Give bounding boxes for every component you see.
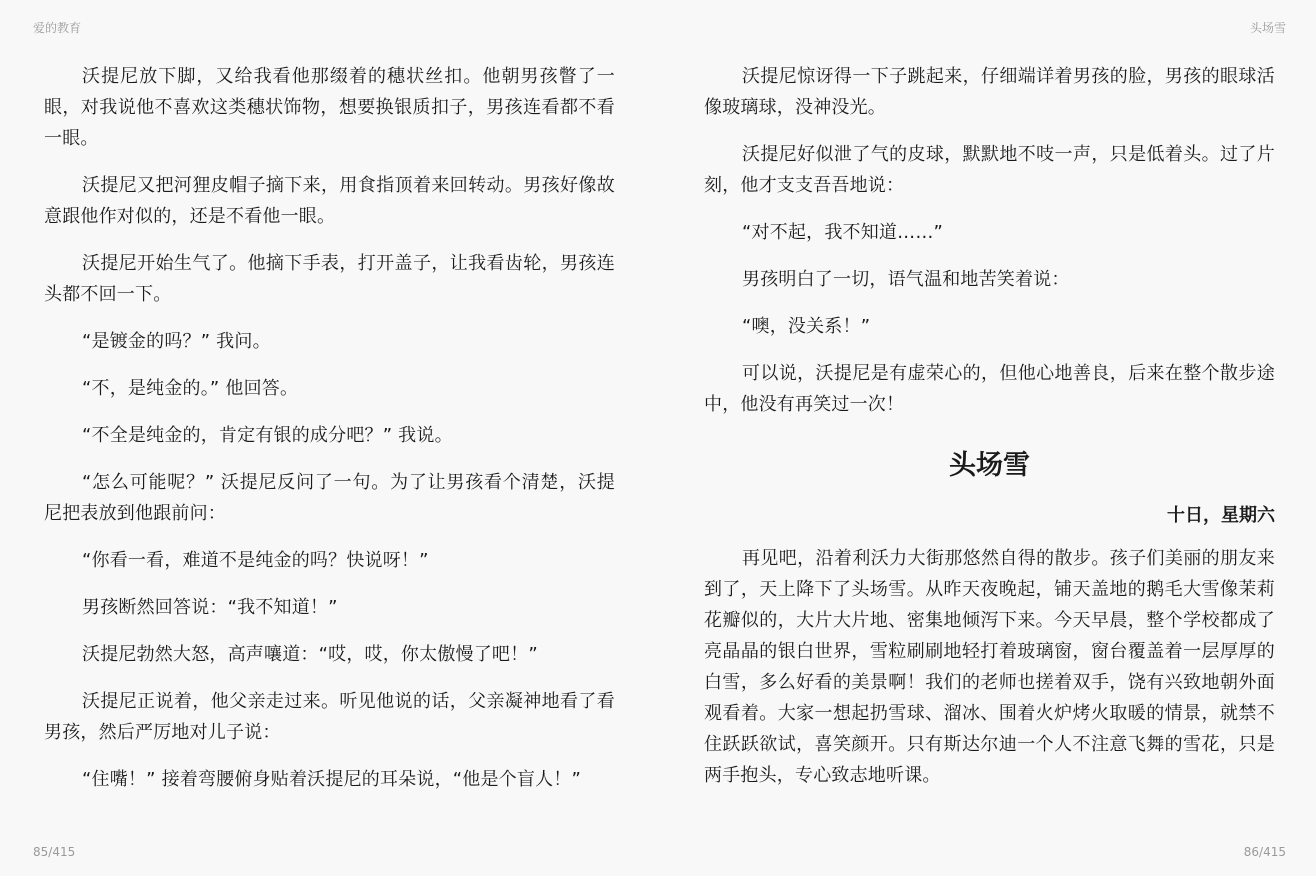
paragraph: “对不起，我不知道……”	[742, 222, 944, 243]
paragraph: “噢，没关系！”	[742, 316, 871, 337]
paragraph: 沃提尼又把河狸皮帽子摘下来，用食指顶着来回转动。男孩好像故意跟他作对似的，还是不看他一眼。	[44, 175, 615, 227]
paragraph: 可以说，沃提尼是有虚荣心的，但他心地善良，后来在整个散步途中，他没有再笑过一次！	[704, 363, 1275, 415]
paragraph: 沃提尼放下脚，又给我看他那缀着的穗状丝扣。他朝男孩瞥了一眼，对我说他不喜欢这类穗状饰物，想要换银质扣子，男孩连看都不看一眼。	[44, 66, 615, 149]
paragraph: “是镀金的吗？” 我问。	[82, 331, 271, 352]
paragraph: 沃提尼正说着，他父亲走过来。听见他说的话，父亲凝神地看了看男孩，然后严厉地对儿子说：	[44, 691, 615, 743]
left-page-number: 85/415	[33, 845, 76, 859]
paragraph: 再见吧，沿着利沃力大街那悠然自得的散步。孩子们美丽的朋友来到了，天上降下了头场雪。从昨天夜晚起，铺天盖地的鹅毛大雪像茉莉花瓣似的，大片大片地、密集地倾泻下来。今天早晨，整个学校都成了亮晶晶的银白世界，雪粒刷刷地轻打着玻璃窗，窗台覆盖着一层厚厚的白雪，多么好看的美景啊！我们的老师也搓着双手，饶有兴致地朝外面观看着。大家一想起扔雪球、溜冰、围着火炉烤火取暖的情景，就禁不住跃跃欲试，喜笑颜开。只有斯达尔迪一个人不注意飞舞的雪花，只是两手抱头，专心致志地听课。	[704, 548, 1275, 786]
paragraph: “不全是纯金的，肯定有银的成分吧？” 我说。	[82, 425, 453, 446]
paragraph: 男孩断然回答说：“我不知道！”	[82, 597, 338, 618]
right-page-number: 86/415	[1243, 845, 1286, 859]
paragraph: “怎么可能呢？” 沃提尼反问了一句。为了让男孩看个清楚，沃提尼把表放到他跟前问：	[44, 472, 615, 524]
paragraph: “你看一看，难道不是纯金的吗？快说呀！”	[82, 550, 429, 571]
chapter-title-header: 头场雪	[1249, 21, 1286, 35]
paragraph: 沃提尼惊讶得一下子跳起来，仔细端详着男孩的脸，男孩的眼球活像玻璃球，没神没光。	[704, 66, 1275, 118]
paragraph: “住嘴！” 接着弯腰俯身贴着沃提尼的耳朵说，“他是个盲人！”	[82, 769, 582, 790]
paragraph: 沃提尼开始生气了。他摘下手表，打开盖子，让我看齿轮，男孩连头都不回一下。	[44, 253, 615, 305]
paragraph: 男孩明白了一切，语气温和地苦笑着说：	[742, 269, 1070, 290]
left-page[interactable]	[44, 61, 615, 811]
chapter-heading: 头场雪	[949, 450, 1030, 481]
paragraph: “不，是纯金的。” 他回答。	[82, 378, 299, 399]
paragraph: 沃提尼勃然大怒，高声嚷道：“哎，哎，你太傲慢了吧！”	[82, 644, 538, 665]
right-page[interactable]	[704, 61, 1275, 807]
book-title-header: 爱的教育	[33, 21, 82, 35]
paragraph: 沃提尼好似泄了气的皮球，默默地不吱一声，只是低着头。过了片刻，他才支支吾吾地说：	[704, 144, 1275, 196]
chapter-date: 十日，星期六	[1167, 505, 1275, 526]
